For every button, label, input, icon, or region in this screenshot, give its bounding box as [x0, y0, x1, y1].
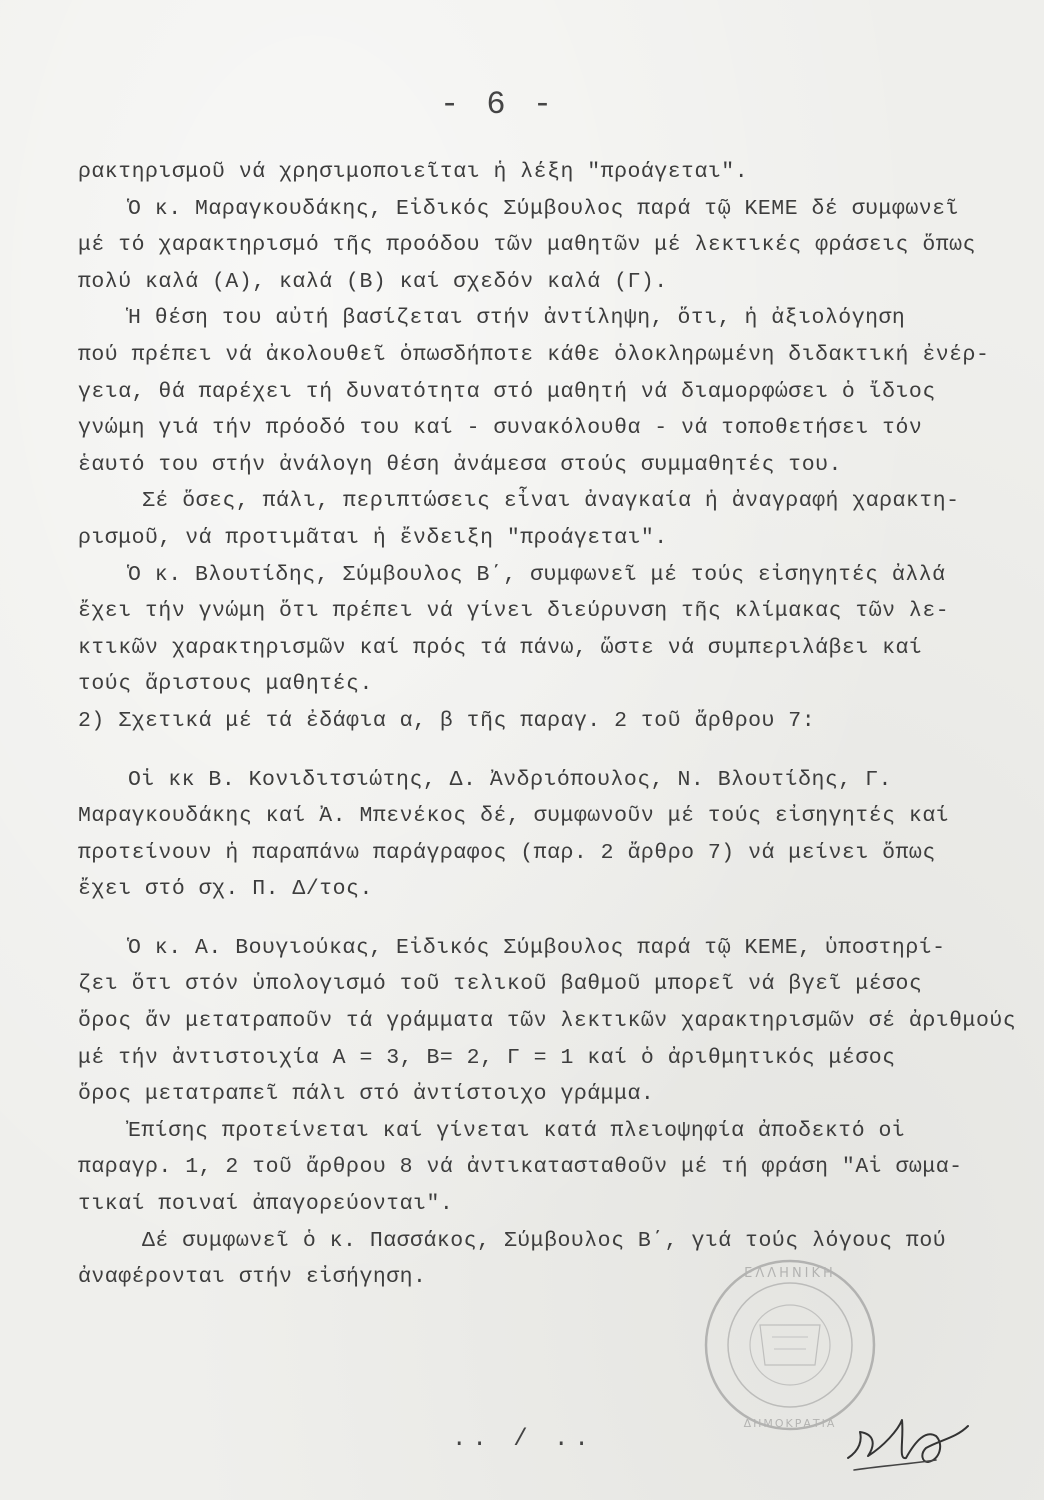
- text-line: κτικῶν χαρακτηρισμῶν καί πρός τά πάνω, ὥστε νά συμπεριλάβει καί: [78, 635, 923, 660]
- text-line: Ὁ κ. Βλουτίδης, Σύμβουλος Β΄, συμφωνεῖ μέ τούς εἰσηγητές ἀλλά: [128, 562, 946, 587]
- continuation-marker: .. / ..: [452, 1426, 595, 1453]
- text-line: Ὁ κ. Μαραγκουδάκης, Εἰδικός Σύμβουλος παρά τῷ ΚΕΜΕ δέ συμφωνεῖ: [128, 196, 959, 221]
- text-line: ζει ὅτι στόν ὑπολογισμό τοῦ τελικοῦ βαθμοῦ μπορεῖ νά βγεῖ μέσος: [78, 972, 923, 997]
- text-line: ἔχει τήν γνώμη ὅτι πρέπει νά γίνει διεύρυνση τῆς κλίμακας τῶν λε-: [78, 599, 950, 624]
- text-line: Μαραγκουδάκης καί Ἀ. Μπενέκος δέ, συμφωνοῦν μέ τούς εἰσηγητές καί: [78, 804, 950, 829]
- text-line: Σέ ὅσες, πάλι, περιπτώσεις εἶναι ἀναγκαία ἡ ἀναγραφή χαρακτη-: [142, 489, 960, 514]
- paragraph-gap: [78, 908, 1028, 930]
- svg-text:ΔΗΜΟΚΡΑΤΙΑ: ΔΗΜΟΚΡΑΤΙΑ: [743, 1417, 837, 1430]
- page-number: - 6 -: [440, 86, 557, 123]
- text-line: μέ τήν ἀντιστοιχία Α = 3, Β= 2, Γ = 1 καί ὁ ἀριθμητικός μέσος: [78, 1045, 896, 1070]
- text-line: παραγρ. 1, 2 τοῦ ἄρθρου 8 νά ἀντικατασταθοῦν μέ τή φράση "Αἱ σωμα-: [78, 1155, 963, 1180]
- text-line: Ὁ κ. Α. Βουγιούκας, Εἰδικός Σύμβουλος παρά τῷ ΚΕΜΕ, ὑποστηρί-: [128, 935, 946, 960]
- text-line: προτείνουν ἡ παραπάνω παράγραφος (παρ. 2 ἄρθρο 7) νά μείνει ὅπως: [78, 840, 936, 865]
- text-line: πού πρέπει νά ἀκολουθεῖ ὁπωσδήποτε κάθε ὁλοκληρωμένη διδακτική ἐνέρ-: [78, 342, 990, 367]
- text-line: ἔχει στό σχ. Π. Δ/τος.: [78, 877, 373, 902]
- text-line: γνώμη γιά τήν πρόοδό του καί - συνακόλουθα - νά τοποθετήσει τόν: [78, 416, 923, 441]
- text-line: μέ τό χαρακτηρισμό τῆς προόδου τῶν μαθητῶν μέ λεκτικές φράσεις ὅπως: [78, 233, 976, 258]
- text-line: ἀναφέρονται στήν εἰσήγηση.: [78, 1265, 427, 1290]
- text-line: Ἐπίσης προτείνεται καί γίνεται κατά πλειοψηφία ἀποδεκτό οἱ: [128, 1118, 906, 1143]
- text-line: ὅρος ἄν μετατραποῦν τά γράμματα τῶν λεκτικῶν χαρακτηρισμῶν σέ ἀριθμούς: [78, 1009, 1017, 1034]
- text-line: ὅρος μετατραπεῖ πάλι στό ἀντίστοιχο γράμμα.: [78, 1082, 655, 1107]
- text-line: τούς ἄριστους μαθητές.: [78, 672, 373, 697]
- text-line: τικαί ποιναί ἀπαγορεύονται".: [78, 1192, 454, 1217]
- text-line: ρισμοῦ, νά προτιμᾶται ἡ ἔνδειξη "προάγεται".: [78, 525, 668, 550]
- signature-icon: [840, 1400, 980, 1480]
- paragraph-gap: [78, 740, 1028, 762]
- text-line: γεια, θά παρέχει τή δυνατότητα στό μαθητή νά διαμορφώσει ὁ ἴδιος: [78, 379, 936, 404]
- document-body: [78, 154, 1028, 1296]
- text-line: Δέ συμφωνεῖ ὁ κ. Πασσάκος, Σύμβουλος Β΄, γιά τούς λόγους πού: [142, 1228, 947, 1253]
- text-line: Οἱ κκ Β. Κονιδιτσιώτης, Δ. Ἀνδριόπουλος, Ν. Βλουτίδης, Γ.: [128, 767, 892, 792]
- text-line: 2) Σχετικά μέ τά ἐδάφια α, β τῆς παραγ. 2 τοῦ ἄρθρου 7:: [78, 708, 816, 733]
- svg-text:ΕΛΛΗΝΙΚΗ: ΕΛΛΗΝΙΚΗ: [744, 1266, 836, 1281]
- text-line: ἑαυτό του στήν ἀνάλογη θέση ἀνάμεσα στούς συμμαθητές του.: [78, 452, 842, 477]
- text-line: Ἡ θέση του αὐτή βασίζεται στήν ἀντίληψη, ὅτι, ἡ ἀξιολόγηση: [128, 306, 906, 331]
- text-line: πολύ καλά (Α), καλά (Β) καί σχεδόν καλά (Γ).: [78, 269, 668, 294]
- text-line: ρακτηρισμοῦ νά χρησιμοποιεῖται ἡ λέξη "προάγεται".: [78, 160, 749, 184]
